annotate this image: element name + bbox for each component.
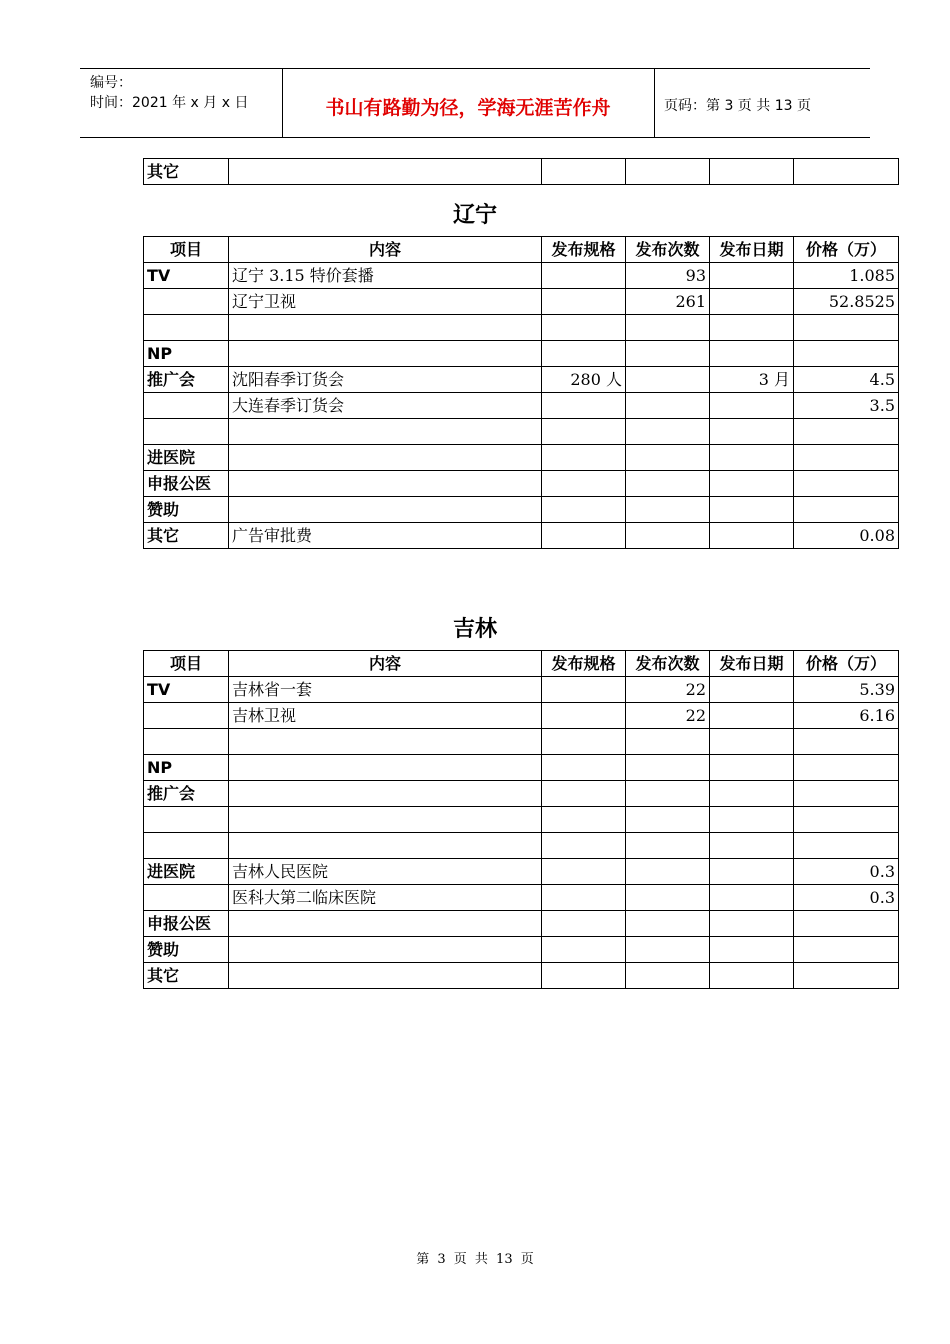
- content-cell: [229, 315, 542, 341]
- spec-cell: [542, 471, 626, 497]
- content-cell: 医科大第二临床医院: [229, 885, 542, 911]
- spec-cell: [542, 497, 626, 523]
- price-cell: [794, 911, 899, 937]
- content-cell: [229, 159, 542, 185]
- table-row: [144, 703, 899, 729]
- table-row: [144, 341, 899, 367]
- price-cell: [794, 781, 899, 807]
- price-cell: [794, 937, 899, 963]
- count-cell: 22: [626, 703, 710, 729]
- header-motto: 书山有路勤为径，学海无涯苦作舟: [325, 97, 611, 119]
- category-cell: [144, 315, 229, 341]
- date-cell: [710, 419, 794, 445]
- spec-cell: [542, 963, 626, 989]
- category-cell: 进医院: [144, 445, 229, 471]
- date-cell: [710, 341, 794, 367]
- count-cell: [626, 833, 710, 859]
- count-cell: [626, 885, 710, 911]
- count-cell: [626, 781, 710, 807]
- date-cell: [710, 497, 794, 523]
- content-cell: 广告审批费: [229, 523, 542, 549]
- price-cell: [794, 159, 899, 185]
- category-cell: NP: [144, 341, 229, 367]
- price-cell: [794, 497, 899, 523]
- price-cell: [794, 755, 899, 781]
- content-cell: 吉林省一套: [229, 677, 542, 703]
- date-cell: [710, 859, 794, 885]
- spec-cell: [542, 807, 626, 833]
- price-cell: [794, 807, 899, 833]
- price-cell: [794, 471, 899, 497]
- date-cell: [710, 963, 794, 989]
- content-cell: [229, 807, 542, 833]
- price-cell: [794, 445, 899, 471]
- count-cell: [626, 729, 710, 755]
- category-cell: 申报公医: [144, 911, 229, 937]
- spec-cell: [542, 341, 626, 367]
- category-cell: [144, 885, 229, 911]
- price-cell: 52.8525: [794, 289, 899, 315]
- table-row: [144, 781, 899, 807]
- spec-cell: [542, 729, 626, 755]
- count-cell: [626, 807, 710, 833]
- table-row: [144, 755, 899, 781]
- date-cell: [710, 315, 794, 341]
- header-divider: [654, 69, 655, 137]
- column-header: 项目: [144, 651, 229, 677]
- price-cell: 4.5: [794, 367, 899, 393]
- table-row: [144, 937, 899, 963]
- liaoning-table: [143, 236, 899, 549]
- count-cell: [626, 445, 710, 471]
- date-cell: [710, 445, 794, 471]
- content-cell: 辽宁卫视: [229, 289, 542, 315]
- table-row: [144, 911, 899, 937]
- jilin-table: [143, 650, 899, 989]
- price-cell: 0.3: [794, 859, 899, 885]
- category-cell: TV: [144, 263, 229, 289]
- count-cell: [626, 419, 710, 445]
- date-cell: [710, 523, 794, 549]
- spec-cell: [542, 523, 626, 549]
- spec-cell: [542, 289, 626, 315]
- spec-cell: [542, 419, 626, 445]
- count-cell: [626, 159, 710, 185]
- spec-cell: [542, 937, 626, 963]
- spec-cell: [542, 677, 626, 703]
- category-cell: 其它: [144, 963, 229, 989]
- count-cell: [626, 755, 710, 781]
- table-row: [144, 963, 899, 989]
- count-cell: [626, 315, 710, 341]
- table-row: [144, 315, 899, 341]
- date-cell: [710, 263, 794, 289]
- table-row: [144, 419, 899, 445]
- previous-table-fragment: [143, 158, 899, 185]
- price-cell: 1.085: [794, 263, 899, 289]
- table-row: [144, 729, 899, 755]
- count-cell: [626, 367, 710, 393]
- table-row: [144, 807, 899, 833]
- spec-cell: 280 人: [542, 367, 626, 393]
- category-cell: 赞助: [144, 497, 229, 523]
- count-cell: 93: [626, 263, 710, 289]
- table-row: [144, 523, 899, 549]
- count-cell: [626, 963, 710, 989]
- spec-cell: [542, 315, 626, 341]
- column-header: 发布日期: [710, 237, 794, 263]
- category-cell: [144, 419, 229, 445]
- table-row: [144, 263, 899, 289]
- column-header: 项目: [144, 237, 229, 263]
- count-cell: 22: [626, 677, 710, 703]
- content-cell: [229, 781, 542, 807]
- content-cell: [229, 729, 542, 755]
- price-cell: 3.5: [794, 393, 899, 419]
- price-cell: [794, 833, 899, 859]
- header-number: 编号：: [90, 75, 132, 91]
- spec-cell: [542, 833, 626, 859]
- count-cell: [626, 471, 710, 497]
- content-cell: [229, 497, 542, 523]
- table-header-row: [144, 651, 899, 677]
- section-title-jilin: 吉林: [452, 616, 497, 642]
- table-row: [144, 445, 899, 471]
- content-cell: 吉林卫视: [229, 703, 542, 729]
- category-cell: [144, 289, 229, 315]
- content-cell: [229, 445, 542, 471]
- table-row: [144, 859, 899, 885]
- price-cell: 6.16: [794, 703, 899, 729]
- date-cell: [710, 833, 794, 859]
- content-cell: 沈阳春季订货会: [229, 367, 542, 393]
- category-cell: [144, 729, 229, 755]
- section-title-liaoning: 辽宁: [452, 202, 497, 228]
- table-row: [144, 159, 899, 185]
- count-cell: [626, 393, 710, 419]
- content-cell: 大连春季订货会: [229, 393, 542, 419]
- price-cell: [794, 729, 899, 755]
- column-header: 发布次数: [626, 651, 710, 677]
- column-header: 价格（万）: [794, 237, 899, 263]
- category-cell: [144, 833, 229, 859]
- spec-cell: [542, 911, 626, 937]
- header-time: 时间：2021 年 x 月 x 日: [90, 95, 249, 111]
- count-cell: [626, 911, 710, 937]
- date-cell: [710, 289, 794, 315]
- category-cell: [144, 393, 229, 419]
- column-header: 内容: [229, 651, 542, 677]
- date-cell: [710, 677, 794, 703]
- spec-cell: [542, 263, 626, 289]
- category-cell: 赞助: [144, 937, 229, 963]
- count-cell: [626, 341, 710, 367]
- table-row: [144, 393, 899, 419]
- date-cell: [710, 937, 794, 963]
- date-cell: [710, 393, 794, 419]
- spec-cell: [542, 755, 626, 781]
- date-cell: [710, 807, 794, 833]
- column-header: 发布规格: [542, 237, 626, 263]
- spec-cell: [542, 445, 626, 471]
- category-cell: 进医院: [144, 859, 229, 885]
- column-header: 内容: [229, 237, 542, 263]
- content-cell: [229, 419, 542, 445]
- category-cell: NP: [144, 755, 229, 781]
- category-cell: 其它: [144, 159, 229, 185]
- content-cell: [229, 833, 542, 859]
- table-header-row: [144, 237, 899, 263]
- header-page-info: 页码：第 3 页 共 13 页: [664, 98, 811, 114]
- date-cell: 3 月: [710, 367, 794, 393]
- date-cell: [710, 755, 794, 781]
- table-row: [144, 471, 899, 497]
- category-cell: [144, 703, 229, 729]
- date-cell: [710, 471, 794, 497]
- content-cell: [229, 341, 542, 367]
- date-cell: [710, 911, 794, 937]
- date-cell: [710, 885, 794, 911]
- table-row: [144, 289, 899, 315]
- price-cell: [794, 419, 899, 445]
- count-cell: [626, 937, 710, 963]
- price-cell: 5.39: [794, 677, 899, 703]
- count-cell: [626, 497, 710, 523]
- spec-cell: [542, 885, 626, 911]
- date-cell: [710, 159, 794, 185]
- column-header: 发布日期: [710, 651, 794, 677]
- content-cell: 吉林人民医院: [229, 859, 542, 885]
- price-cell: [794, 341, 899, 367]
- content-cell: 辽宁 3.15 特价套播: [229, 263, 542, 289]
- table-row: [144, 885, 899, 911]
- table-row: [144, 367, 899, 393]
- page-footer: 第 3 页 共 13 页: [416, 1252, 534, 1267]
- content-cell: [229, 755, 542, 781]
- price-cell: [794, 963, 899, 989]
- category-cell: 申报公医: [144, 471, 229, 497]
- content-cell: [229, 911, 542, 937]
- column-header: 发布规格: [542, 651, 626, 677]
- category-cell: 其它: [144, 523, 229, 549]
- price-cell: 0.3: [794, 885, 899, 911]
- content-cell: [229, 937, 542, 963]
- date-cell: [710, 781, 794, 807]
- spec-cell: [542, 159, 626, 185]
- content-cell: [229, 471, 542, 497]
- price-cell: 0.08: [794, 523, 899, 549]
- table-row: [144, 677, 899, 703]
- table-row: [144, 497, 899, 523]
- date-cell: [710, 729, 794, 755]
- category-cell: 推广会: [144, 781, 229, 807]
- count-cell: [626, 523, 710, 549]
- category-cell: [144, 807, 229, 833]
- spec-cell: [542, 781, 626, 807]
- header-meta: [90, 73, 248, 113]
- spec-cell: [542, 859, 626, 885]
- spec-cell: [542, 393, 626, 419]
- column-header: 价格（万）: [794, 651, 899, 677]
- count-cell: 261: [626, 289, 710, 315]
- table-row: [144, 833, 899, 859]
- price-cell: [794, 315, 899, 341]
- column-header: 发布次数: [626, 237, 710, 263]
- date-cell: [710, 703, 794, 729]
- category-cell: 推广会: [144, 367, 229, 393]
- content-cell: [229, 963, 542, 989]
- page-header: [80, 68, 870, 138]
- count-cell: [626, 859, 710, 885]
- spec-cell: [542, 703, 626, 729]
- category-cell: TV: [144, 677, 229, 703]
